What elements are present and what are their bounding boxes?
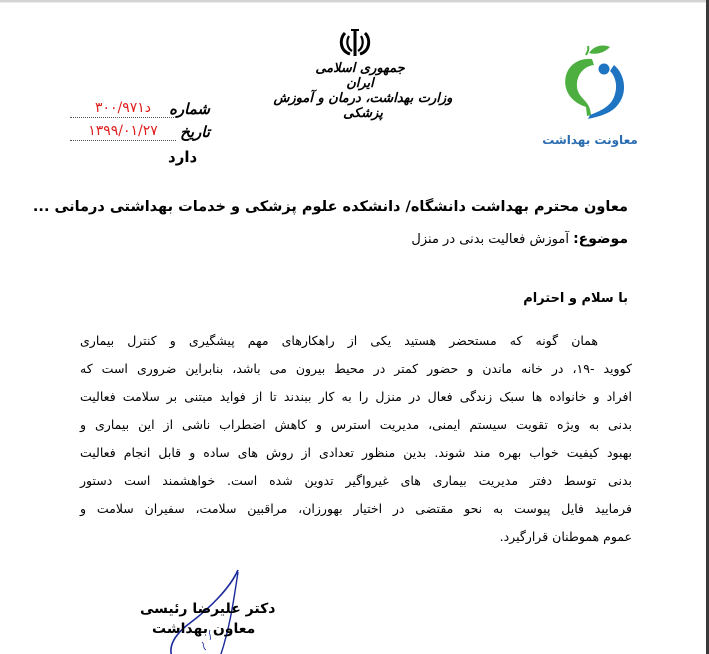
letter-number-row: [70, 95, 210, 118]
letter-number-value: ۳۰۰/۹۷۱د: [70, 100, 176, 118]
signatory-title: معاون بهداشت: [152, 621, 256, 637]
letter-greeting: با سلام و احترام: [523, 291, 628, 306]
body-line: بدنی به ویژه تقویت سیستم ایمنی، مدیریت استرس و کاهش اضطراب ناشی از این بیماری و: [80, 417, 632, 432]
letter-date-label: تاریخ: [180, 123, 210, 141]
letter-date-row: [70, 118, 210, 141]
letter-date-value: ۱۳۹۹/۰۱/۲۷: [70, 123, 176, 141]
body-line: کووید -۱۹، در خانه ماندن و حضور کمتر در محیط بیرون می باشد، بنابراین ضروری است که: [80, 361, 632, 376]
body-line: بدنی توسط دفتر مدیریت بیماری های غیرواگیر تدوین شده است. خواهشمند است دستور: [80, 473, 632, 488]
letter-subject: [411, 231, 628, 247]
body-line: فرمایید فایل پیوست به نحو مقتضی در اختیار بهورزان، مراقبین سلامت، سفیران سلامت و: [80, 501, 632, 516]
body-line: افراد و خانواده ها سبک زندگی فعال در منزل را به کار ببندند تا از فواید مبتنی بر سلامت فعالیت: [80, 389, 632, 404]
letter-recipient: معاون محترم بهداشت دانشگاه/ دانشکده علوم پزشکی و خدمات بهداشتی درمانی ...: [32, 199, 628, 215]
ministry-title-line2: وزارت بهداشت، درمان و آموزش پزشکی: [273, 91, 453, 121]
body-line: عموم هموطنان قرارگیرد.: [499, 529, 632, 544]
letter-number-label: شماره: [169, 100, 210, 118]
letter-meta: [70, 95, 210, 141]
letter-body: [80, 327, 632, 551]
subject-label: موضوع:: [573, 231, 628, 247]
letter-page: [0, 3, 706, 654]
ministry-title-line1: جمهوری اسلامی ایران: [315, 61, 405, 91]
logo-caption: معاونت بهداشت: [542, 133, 638, 147]
body-line: بهبود کیفیت خواب بهره مند شوند. بدین منظور تعدادی از روش های ساده و قابل انجام فعالیت: [80, 445, 632, 460]
iran-emblem-icon: [338, 27, 372, 59]
health-deputy-logo-icon: [556, 43, 636, 123]
body-line: همان گونه که مستحضر هستید یکی از راهکارهای مهم پیشگیری و کنترل بیماری: [80, 333, 598, 348]
attachment-status: دارد: [168, 148, 198, 166]
signatory-name: دکتر علیرضا رئیسی: [140, 601, 276, 617]
subject-text: آموزش فعالیت بدنی در منزل: [411, 232, 569, 247]
